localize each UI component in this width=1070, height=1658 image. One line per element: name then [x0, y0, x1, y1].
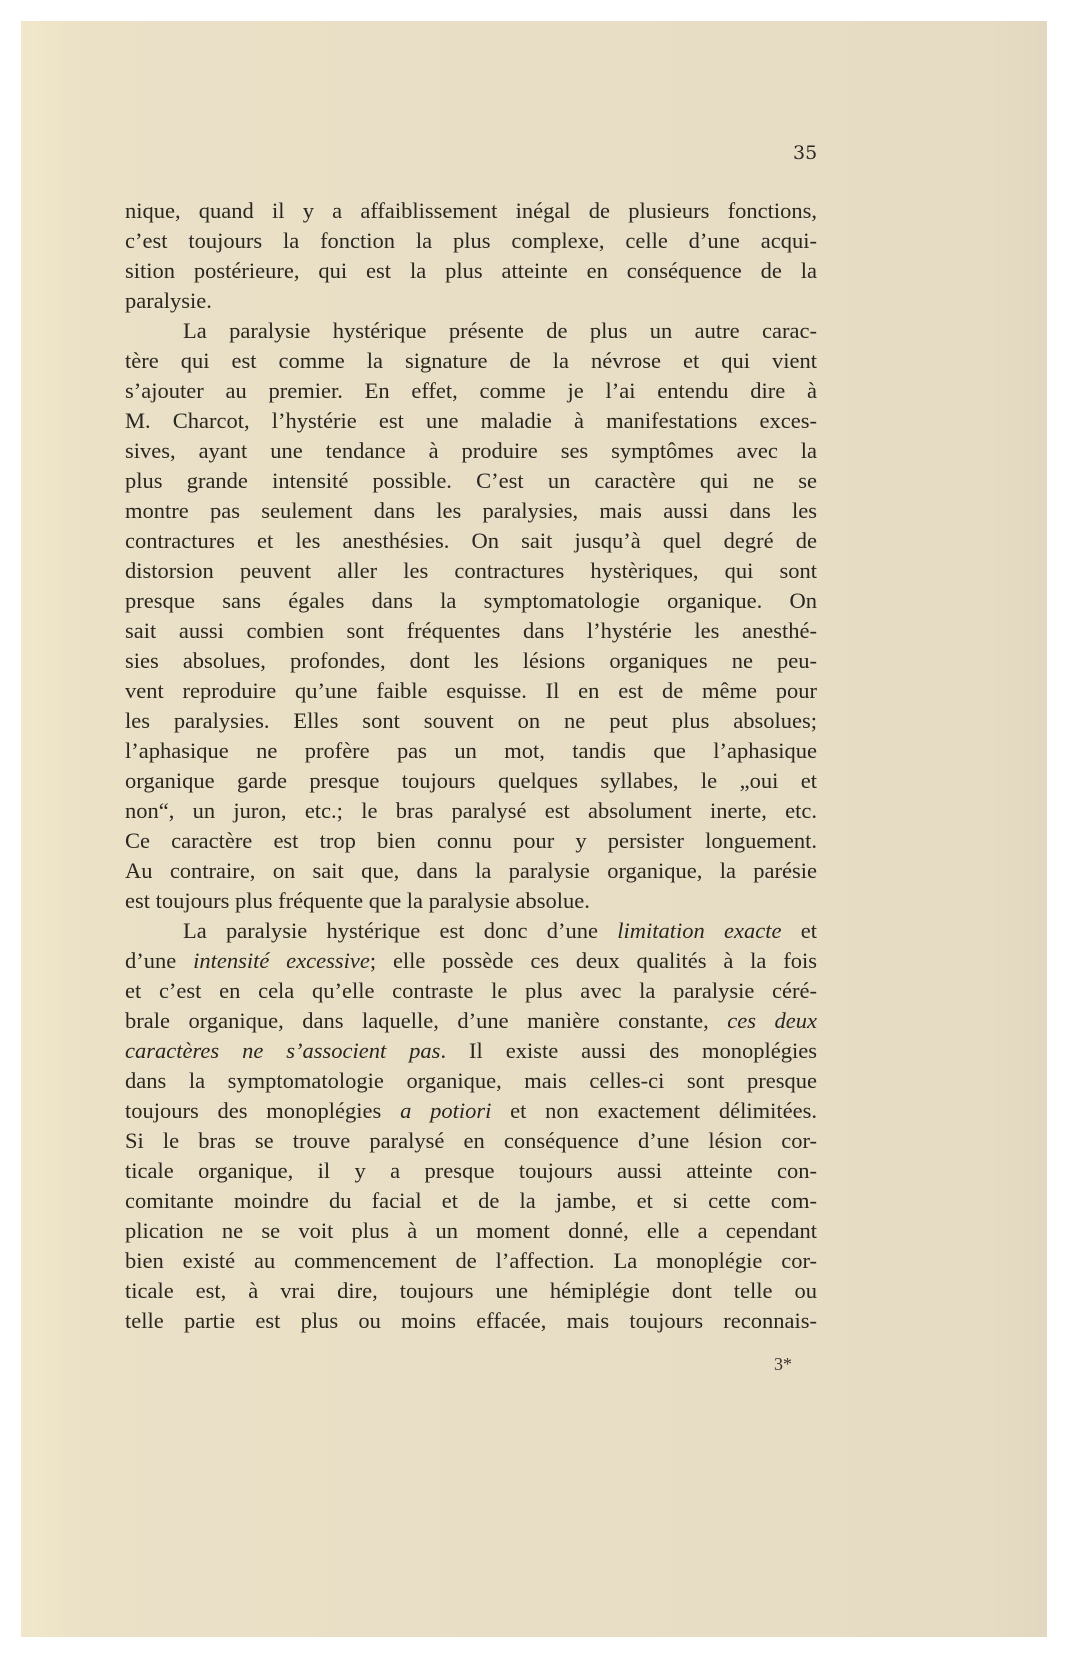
text-run: . Il existe aussi des monoplégies	[440, 1038, 817, 1063]
text-line: vent reproduire qu’une faible esquisse. Il en est de même pour	[125, 678, 817, 703]
italic-phrase: a potiori	[400, 1098, 492, 1123]
text-line: est toujours plus fréquente que la paralysie absolue.	[125, 888, 590, 913]
text-line: plus grande intensité possible. C’est un caractère qui ne se	[125, 468, 817, 493]
text-line: presque sans égales dans la symptomatologie organique. On	[125, 588, 817, 613]
text-line: La paralysie hystérique présente de plus un autre carac-	[183, 318, 817, 343]
text-line	[125, 1036, 817, 1066]
text-line	[125, 1096, 817, 1126]
text-line: l’aphasique ne profère pas un mot, tandis que l’aphasique	[125, 738, 817, 763]
text-line: sition postérieure, qui est la plus atteinte en conséquence de la	[125, 258, 817, 283]
text-line: M. Charcot, l’hystérie est une maladie à manifestations exces-	[125, 408, 817, 433]
signature-mark: 3*	[774, 1354, 792, 1374]
text-line: les paralysies. Elles sont souvent on ne peut plus absolues;	[125, 708, 817, 733]
text-line: contractures et les anesthésies. On sait jusqu’à quel degré de	[125, 528, 817, 553]
text-line: plication ne se voit plus à un moment donné, elle a cependant	[125, 1218, 817, 1243]
text-line: comitante moindre du facial et de la jambe, et si cette com-	[125, 1188, 817, 1213]
body-text	[125, 196, 817, 1336]
text-line	[125, 1006, 817, 1036]
text-line: c’est toujours la fonction la plus complexe, celle d’une acqui-	[125, 228, 817, 253]
text-line: montre pas seulement dans les paralysies, mais aussi dans les	[125, 498, 817, 523]
text-line: ticale est, à vrai dire, toujours une hémiplégie dont telle ou	[125, 1278, 817, 1303]
text-line	[125, 916, 817, 946]
text-line: bien existé au commencement de l’affection. La monoplégie cor-	[125, 1248, 817, 1273]
text-line: distorsion peuvent aller les contractures hystèriques, qui sont	[125, 558, 817, 583]
text-line: sait aussi combien sont fréquentes dans l’hystérie les anesthé-	[125, 618, 817, 643]
italic-phrase: caractères ne s’associent pas	[125, 1038, 441, 1063]
text-line: tère qui est comme la signature de la névrose et qui vient	[125, 348, 817, 373]
text-line: organique garde presque toujours quelques syllabes, le „oui et	[125, 768, 817, 793]
text-run: ; elle possède ces deux qualités à la fois	[369, 948, 817, 973]
text-line: non“, un juron, etc.; le bras paralysé est absolument inerte, etc.	[125, 798, 817, 823]
italic-phrase: intensité excessive	[193, 948, 370, 973]
text-run: La paralysie hystérique est donc d’une	[183, 918, 618, 943]
text-run: et non exactement délimitées.	[491, 1098, 817, 1123]
text-line: nique, quand il y a affaiblissement inégal de plusieurs fonctions,	[125, 198, 817, 223]
italic-phrase: limitation exacte	[617, 918, 782, 943]
text-run: d’une	[125, 948, 194, 973]
text-line	[125, 946, 817, 976]
text-line: Au contraire, on sait que, dans la paralysie organique, la parésie	[125, 858, 817, 883]
text-line: ticale organique, il y a presque toujours aussi atteinte con-	[125, 1158, 817, 1183]
text-line: sives, ayant une tendance à produire ses symptômes avec la	[125, 438, 817, 463]
text-run: et	[781, 918, 817, 943]
text-run: toujours des monoplégies	[125, 1098, 401, 1123]
text-line: Si le bras se trouve paralysé en conséquence d’une lésion cor-	[125, 1128, 817, 1153]
page-number: 35	[793, 142, 818, 164]
text-line: dans la symptomatologie organique, mais celles-ci sont presque	[125, 1068, 817, 1093]
text-line: et c’est en cela qu’elle contraste le plus avec la paralysie céré-	[125, 978, 817, 1003]
italic-phrase: ces deux	[727, 1008, 818, 1033]
text-line: s’ajouter au premier. En effet, comme je l’ai entendu dire à	[125, 378, 817, 403]
text-run: brale organique, dans laquelle, d’une manière constante,	[125, 1008, 728, 1033]
text-line: Ce caractère est trop bien connu pour y persister longuement.	[125, 828, 817, 853]
text-line: telle partie est plus ou moins effacée, mais toujours reconnais-	[125, 1308, 817, 1333]
text-line: paralysie.	[125, 288, 212, 313]
text-line: sies absolues, profondes, dont les lésions organiques ne peu-	[125, 648, 817, 673]
